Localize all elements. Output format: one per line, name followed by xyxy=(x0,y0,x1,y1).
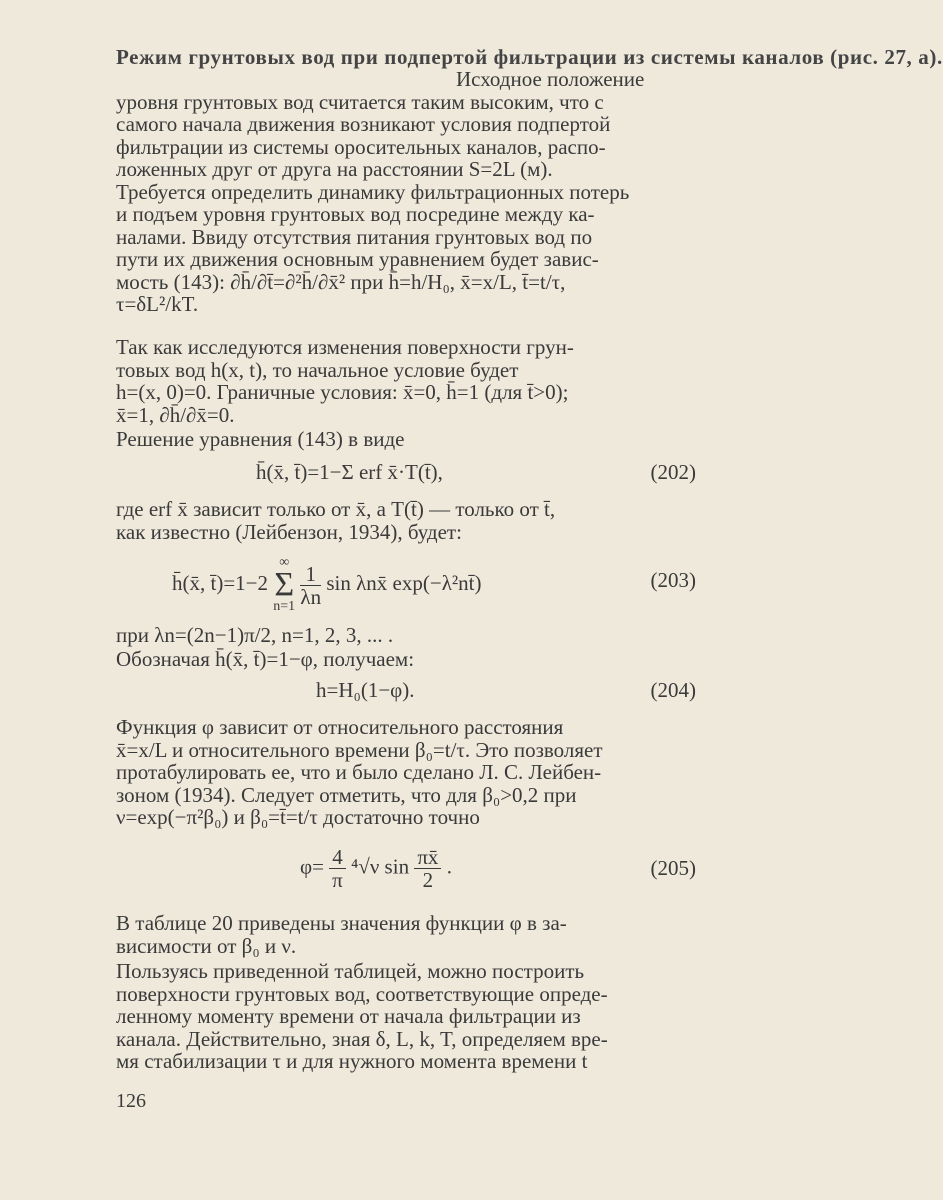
text-line: Решение уравнения (143) в виде xyxy=(116,427,405,451)
text-line: протабулировать ее, что и было сделано Л. С. Лейбен- xyxy=(116,760,602,784)
equation-number-202: (202) xyxy=(650,460,696,484)
paragraph-solution xyxy=(116,428,700,451)
text-line: h=(x, 0)=0. Граничные условия: x̄=0, h̄=1 (для t̄>0); xyxy=(116,380,569,404)
fraction: $\frac{1}{\lambda n}$ xyxy=(300,561,322,609)
text-line: мость (143): ∂h̄/∂t̄=∂²h̄/∂x̄² при h̄=h/H₀, x̄=x/L, t̄=t/τ, xyxy=(116,269,566,294)
text-line: поверхности грунтовых вод, соответствующие опреде- xyxy=(116,981,608,1006)
text-line: x̄=x/L и относительного времени β₀=t/τ. Это позволяет xyxy=(116,737,603,762)
text-line: x̄=1, ∂h̄/∂x̄=0. xyxy=(116,402,235,427)
paragraph-surface xyxy=(116,960,700,1073)
equation-number-203: (203) xyxy=(650,568,696,592)
text-line: как известно (Лейбензон, 1934), будет: xyxy=(116,519,462,544)
paragraph-conditions xyxy=(116,336,700,426)
paragraph-notation xyxy=(116,648,700,671)
text-line: мя стабилизации τ и для нужного момента времени t xyxy=(116,1049,588,1073)
equation-202: h̄(x̄, t̄)=1−Σ erf x̄·T(t̄), xyxy=(256,460,443,484)
text-line: и подъем уровня грунтовых вод посредине между ка- xyxy=(116,202,595,226)
fraction: $\frac{\pi x̄}{2}$ xyxy=(414,846,441,891)
text-line: В таблице 20 приведены значения функции φ в за- xyxy=(116,911,567,935)
equation-number-205: (205) xyxy=(650,856,696,880)
text-line: канала. Действительно, зная δ, L, k, T, определяем вре- xyxy=(116,1026,608,1051)
fraction: $\frac{4}{\pi}$ xyxy=(329,846,346,891)
text-line: самого начала движения возникают условия подпертой xyxy=(116,112,611,136)
equation-205: φ= $\frac{4}{\pi}$ ⁴√ν sin $\frac{\pi x̄}{2}$ . xyxy=(300,845,452,892)
page-number: 126 xyxy=(116,1090,146,1112)
text-line: τ=δL²/kT. xyxy=(116,292,199,316)
equation-number-204: (204) xyxy=(650,678,696,702)
text-line: Пользуясь приведенной таблицей, можно построить xyxy=(116,959,585,983)
equation-203: h̄(x̄, t̄)=1−2 ∞ Σ n=1 $\frac{1}{\lambda n}$ sin λnx̄ exp(−λ²nt̄) xyxy=(172,555,482,614)
text-line: товых вод h(x, t), то начальное условие будет xyxy=(116,357,519,382)
text-line: Так как исследуются изменения поверхности грун- xyxy=(116,335,574,359)
text-line: уровня грунтовых вод считается таким высоким, что с xyxy=(116,89,604,114)
paragraph-erf xyxy=(116,498,700,543)
paragraph-table-20 xyxy=(116,912,700,957)
text-line: при λn=(2n−1)π/2, n=1, 2, 3, ... . xyxy=(116,623,394,647)
text-line: пути их движения основным уравнением будет завис- xyxy=(116,247,599,271)
text-line: висимости от β₀ и ν. xyxy=(116,933,297,958)
section-heading: Режим грунтовых вод при подпертой фильтрации из системы каналов (рис. 27, а). xyxy=(116,45,943,69)
text-line: зоном (1934). Следует отметить, что для β₀>0,2 при xyxy=(116,782,577,807)
text-line: Требуется определить динамику фильтрационных потерь xyxy=(116,179,630,204)
paragraph-lambda xyxy=(116,624,700,647)
text-line: где erf x̄ зависит только от x̄, а T(t̄) — только от t̄, xyxy=(116,497,556,521)
text-line: ленному моменту времени от начала фильтрации из xyxy=(116,1004,581,1028)
text-line: фильтрации из системы оросительных каналов, распо- xyxy=(116,134,606,159)
paragraph-groundwater-regime xyxy=(116,45,943,316)
equation-204: h=H₀(1−φ). xyxy=(316,678,415,702)
heading-tail-text: Исходное положение xyxy=(456,67,645,91)
text-line: Обозначая h̄(x̄, t̄)=1−φ, получаем: xyxy=(116,647,415,671)
text-line: ν=exp(−π²β₀) и β₀=t̄=t/τ достаточно точно xyxy=(116,805,480,829)
paragraph-function-phi xyxy=(116,716,700,829)
sum-operator: ∞ Σ n=1 xyxy=(273,555,296,614)
text-line: Функция φ зависит от относительного расстояния xyxy=(116,715,564,739)
text-line: налами. Ввиду отсутствия питания грунтовых вод по xyxy=(116,224,593,249)
text-line: ложенных друг от друга на расстоянии S=2L (м). xyxy=(116,157,553,181)
